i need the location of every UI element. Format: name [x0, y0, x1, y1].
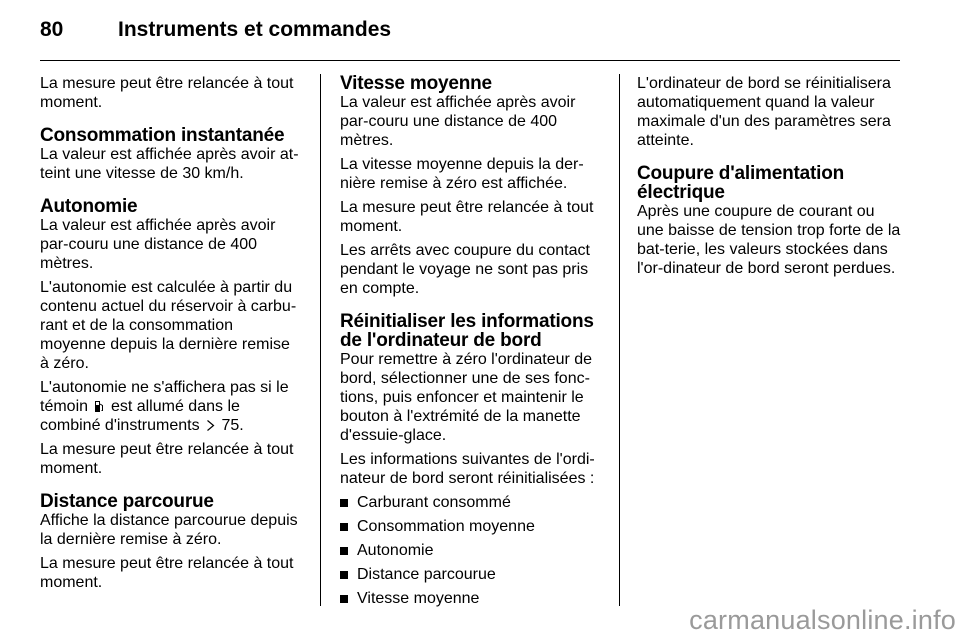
section-title: Vitesse moyenne — [340, 73, 492, 94]
list-item-text: Vitesse moyenne — [357, 590, 480, 607]
fuel-pump-icon — [94, 400, 104, 413]
section-title: Distance parcourue — [40, 491, 214, 512]
section-title: Consommation instantanée — [40, 125, 285, 146]
chapter-title: Instruments et commandes — [118, 18, 392, 41]
list-item-text: Carburant consommé — [357, 494, 511, 511]
watermark: carmanualsonline.info — [689, 605, 956, 635]
paragraph: Affiche la distance parcourue depuis la dernière remise à zéro. — [40, 512, 298, 548]
bullet-square-icon — [340, 547, 348, 555]
paragraph: Après une coupure de courant ou une baisse de tension trop forte de la bat-terie, les valeurs stockées dans l'or-dinateur de bord seront perdues. — [637, 203, 901, 277]
list-item — [340, 589, 602, 608]
list-item-text: Distance parcourue — [357, 566, 496, 583]
list-item — [340, 565, 602, 584]
paragraph: L'autonomie est calculée à partir du contenu actuel du réservoir à carbu-rant et de la consommation moyenne depuis la dernière remise à zéro. — [40, 279, 297, 372]
paragraph: La valeur est affichée après avoir par-couru une distance de 400 mètres. — [340, 94, 576, 149]
section-title: Autonomie — [40, 196, 138, 217]
section-autonomie — [40, 197, 302, 478]
section-consommation-instantanee — [40, 126, 302, 183]
paragraph: La mesure peut être relancée à tout moment. — [40, 441, 294, 477]
paragraph: La mesure peut être relancée à tout moment. — [40, 555, 294, 591]
paragraph: Les informations suivantes de l'ordi-nateur de bord seront réinitialisées : — [340, 451, 595, 487]
column-2 — [340, 74, 602, 613]
paragraph: La valeur est affichée après avoir par-couru une distance de 400 mètres. — [40, 217, 276, 272]
intro-paragraph: La mesure peut être relancée à tout moment. — [40, 75, 294, 111]
page-reference: 75. — [221, 417, 244, 434]
intro-paragraph: L'ordinateur de bord se réinitialisera automatiquement quand la valeur maximale d'un des paramètres sera atteinte. — [637, 75, 891, 149]
bullet-square-icon — [340, 499, 348, 507]
column-divider-2 — [619, 74, 620, 606]
list-item — [340, 541, 602, 560]
paragraph: Les arrêts avec coupure du contact pendant le voyage ne sont pas pris en compte. — [340, 242, 590, 297]
reset-items-list — [340, 493, 602, 608]
list-item — [340, 493, 602, 512]
bullet-square-icon — [340, 523, 348, 531]
page-header — [40, 18, 900, 58]
paragraph: La mesure peut être relancée à tout moment. — [340, 199, 594, 235]
section-title: Réinitialiser les informations de l'ordinateur de bord — [340, 311, 594, 351]
section-title: Coupure d'alimentation électrique — [637, 163, 845, 203]
list-item — [340, 517, 602, 536]
column-3 — [637, 74, 902, 283]
header-rule — [40, 60, 900, 61]
bullet-square-icon — [340, 571, 348, 579]
bullet-square-icon — [340, 595, 348, 603]
page-reference-arrow-icon — [206, 419, 215, 432]
text-fragment: est allumé dans le combiné d'instruments — [40, 398, 240, 434]
column-1 — [40, 74, 302, 597]
text-fragment: L'autonomie ne s'affichera pas si le témoin — [40, 379, 289, 415]
paragraph: La vitesse moyenne depuis la der-nière remise à zéro est affichée. — [340, 156, 584, 192]
list-item-text: Autonomie — [357, 542, 434, 559]
column-divider-1 — [320, 74, 321, 606]
paragraph: La valeur est affichée après avoir at-teint une vitesse de 30 km/h. — [40, 146, 299, 182]
paragraph: Pour remettre à zéro l'ordinateur de bord, sélectionner une de ses fonc-tions, puis enfoncer et maintenir le bouton à l'extrémité de la manette d'essuie-glace. — [340, 351, 593, 444]
section-coupure-alimentation — [637, 164, 902, 278]
section-distance-parcourue — [40, 492, 302, 592]
list-item-text: Consommation moyenne — [357, 518, 535, 535]
paragraph-warning-lamp — [40, 378, 302, 435]
section-reinitialiser — [340, 312, 602, 608]
section-vitesse-moyenne — [340, 74, 602, 298]
page-number: 80 — [40, 18, 64, 41]
